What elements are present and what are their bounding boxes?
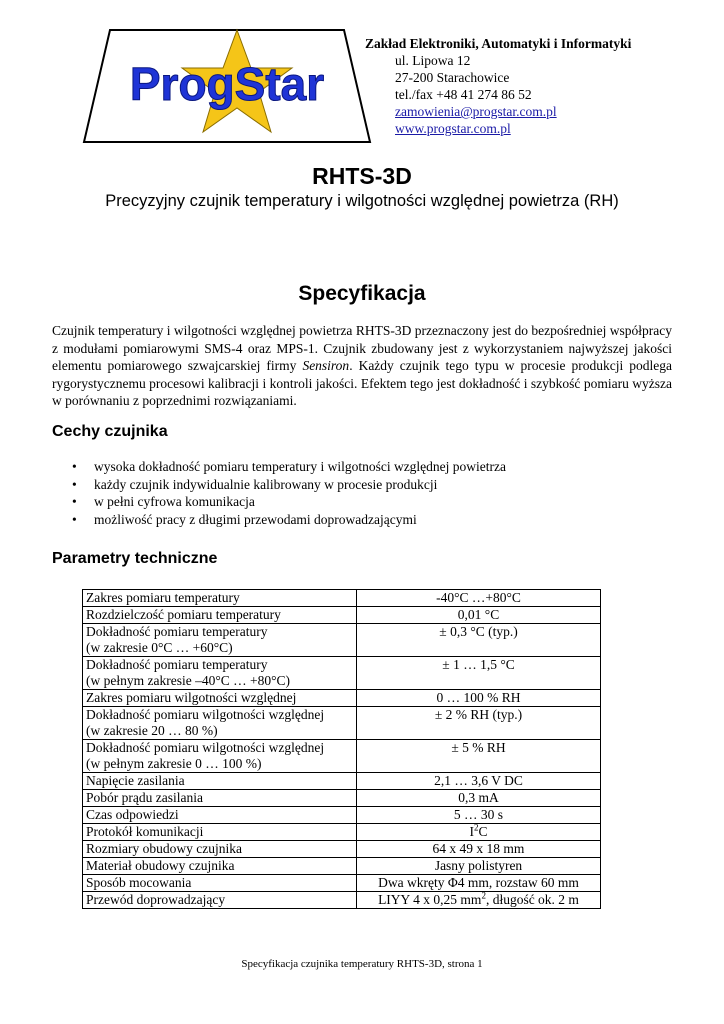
intro-text-2: . Każdy czujnik tego typu w procesie produkcji podlega rygorystycznemu procesowi kalibracji i kontroli jakości. Efektem tego jest dokładność i szybkość pomiaru wyższa w porównaniu z poprzednimi rozwiązaniami. [52,358,672,408]
param-value: Dwa wkręty Φ4 mm, rozstaw 60 mm [357,875,601,892]
table-row [83,707,601,740]
company-street: ul. Lipowa 12 [395,53,471,68]
intro-italic: Sensiron [302,358,350,373]
param-value: ± 0,3 °C (typ.) [357,624,601,657]
param-value: -40°C …+80°C [357,590,601,607]
param-label: Napięcie zasilania [83,773,357,790]
progstar-logo [82,28,372,144]
table-row [83,657,601,690]
param-value: $I^2C$ [357,824,601,841]
company-website-link[interactable]: www.progstar.com.pl [395,121,511,136]
company-phone: tel./fax +48 41 274 86 52 [395,87,532,102]
param-value: 64 x 49 x 18 mm [357,841,601,858]
params-heading: Parametry techniczne [52,550,218,567]
param-value: ± 1 … 1,5 °C [357,657,601,690]
params-table [82,589,601,909]
param-label: Zakres pomiaru wilgotności względnej [83,690,357,707]
table-row [83,807,601,824]
param-value: 0,01 °C [357,607,601,624]
table-row [83,624,601,657]
param-label: Dokładność pomiaru wilgotności względnej (w pełnym zakresie 0 … 100 %) [83,740,357,773]
table-row [83,790,601,807]
features-heading: Cechy czujnika [52,423,168,440]
spec-heading: Specyfikacja [298,282,426,305]
svg-text:ProgStar: ProgStar [129,58,325,110]
table-row [83,690,601,707]
product-title: RHTS-3D [312,163,412,189]
param-label: Protokół komunikacji [83,824,357,841]
param-label: Przewód doprowadzający [83,892,357,909]
company-email-link[interactable]: zamowienia@progstar.com.pl [395,104,557,119]
param-value: Jasny polistyren [357,858,601,875]
param-label: Rozdzielczość pomiaru temperatury [83,607,357,624]
param-label: Sposób mocowania [83,875,357,892]
table-row [83,590,601,607]
table-row [83,607,601,624]
company-city: 27-200 Starachowice [395,70,510,85]
feature-item: • każdy czujnik indywidualnie kalibrowany w procesie produkcji [52,476,506,494]
param-label: Zakres pomiaru temperatury [83,590,357,607]
param-label: Pobór prądu zasilania [83,790,357,807]
param-label: Rozmiary obudowy czujnika [83,841,357,858]
param-value: ± 5 % RH [357,740,601,773]
param-label: Czas odpowiedzi [83,807,357,824]
page-footer: Specyfikacja czujnika temperatury RHTS-3D, strona 1 [241,958,483,970]
param-value: 0 … 100 % RH [357,690,601,707]
intro-paragraph [52,322,672,410]
product-subtitle: Precyzyjny czujnik temperatury i wilgotności względnej powietrza (RH) [105,192,619,210]
feature-item: • możliwość pracy z długimi przewodami doprowadzającymi [52,511,506,529]
param-value: 5 … 30 s [357,807,601,824]
table-row [83,875,601,892]
table-row [83,773,601,790]
table-row [83,858,601,875]
param-label: Dokładność pomiaru temperatury (w pełnym zakresie –40°C … +80°C) [83,657,357,690]
table-row [83,824,601,841]
feature-item: • wysoka dokładność pomiaru temperatury i wilgotności względnej powietrza [52,458,506,476]
company-info [365,35,631,137]
table-row [83,841,601,858]
company-name: Zakład Elektroniki, Automatyki i Informatyki [365,36,632,51]
param-value: 2,1 … 3,6 V DC [357,773,601,790]
table-row [83,892,601,909]
param-label: Dokładność pomiaru temperatury (w zakresie 0°C … +60°C) [83,624,357,657]
param-value: LIYY 4 x 0,25 $mm^2$, długość ok. 2 m [357,892,601,909]
features-list [52,458,506,528]
param-label: Materiał obudowy czujnika [83,858,357,875]
param-label: Dokładność pomiaru wilgotności względnej (w zakresie 20 … 80 %) [83,707,357,740]
table-row [83,740,601,773]
param-value: 0,3 mA [357,790,601,807]
intro-text-1: Czujnik temperatury i wilgotności względnej powietrza RHTS-3D przeznaczony jest do bezpośredniej współpracy z modułami pomiarowymi SMS-4 oraz MPS-1. Czujnik zbudowany jest z wykorzystaniem najwyższej jakości elementu pomiarowego szwajcarskiej firmy [52,323,672,373]
feature-item: • w pełni cyfrowa komunikacja [52,493,506,511]
param-value: ± 2 % RH (typ.) [357,707,601,740]
